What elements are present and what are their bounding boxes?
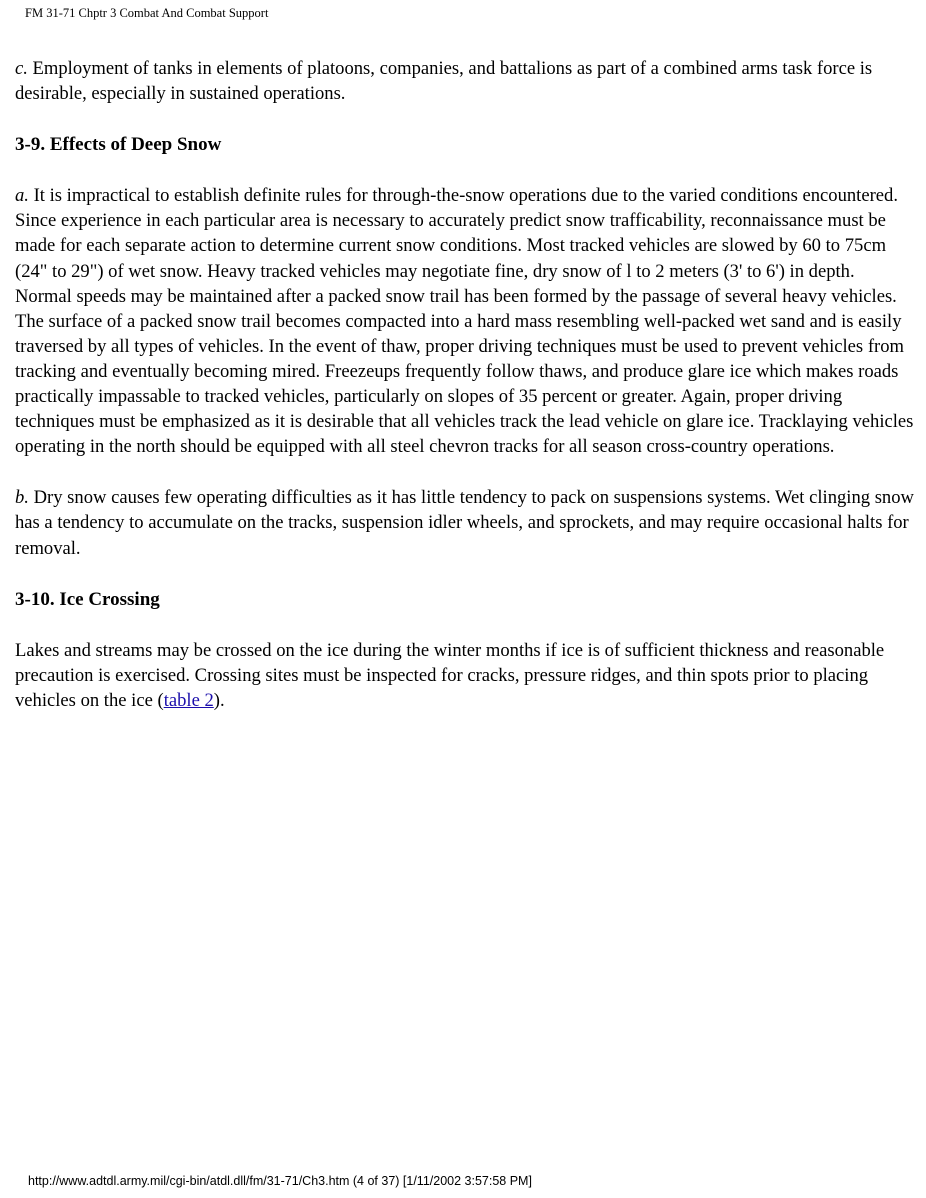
paragraph-3-10-text-after: ). — [213, 689, 225, 711]
document-body — [15, 56, 915, 739]
paragraph-3-9-b-lead: b. — [15, 487, 29, 509]
table-2-link[interactable]: table 2 — [163, 689, 214, 711]
paragraph-3-9-b-text: Dry snow causes few operating difficulties as it has little tendency to pack on suspensions systems. Wet clinging snow has a tendency to accumulate on the tracks, suspension idler wheels, and sprockets, and may require occasional halts for removal. — [15, 487, 914, 559]
paragraph-c — [15, 56, 915, 106]
paragraph-3-10 — [15, 638, 915, 713]
paragraph-c-lead: c. — [15, 58, 28, 79]
paragraph-3-10-text-before: Lakes and streams may be crossed on the ice during the winter months if ice is of sufficient thickness and reasonable precaution is exercised. Crossing sites must be inspected for cracks, pressure ridges, and thin spots prior to placing vehicles on the ice ( — [15, 639, 885, 711]
page-header: FM 31-71 Chptr 3 Combat And Combat Support — [25, 6, 269, 20]
paragraph-3-9-a-lead: a. — [15, 185, 29, 207]
paragraph-3-9-a — [15, 183, 915, 459]
section-3-9-heading: 3-9. Effects of Deep Snow — [15, 134, 222, 156]
section-3-10-heading: 3-10. Ice Crossing — [15, 588, 160, 610]
page-footer-url: http://www.adtdl.army.mil/cgi-bin/atdl.dll/fm/31-71/Ch3.htm (4 of 37) [1/11/2002 3:57:58 PM] — [28, 1174, 532, 1188]
paragraph-c-text: Employment of tanks in elements of platoons, companies, and battalions as part of a combined arms task force is desirable, especially in sustained operations. — [15, 58, 873, 105]
paragraph-3-9-a-text: It is impractical to establish definite rules for through-the-snow operations due to the varied conditions encountered. Since experience in each particular area is necessary to accurately predict snow trafficability, reconnaissance must be made for each separate action to determine current snow conditions. Most tracked vehicles are slowed by 60 to 75cm (24" to 29") of wet snow. Heavy tracked vehicles may negotiate fine, dry snow of l to 2 meters (3' to 6') in depth. Normal speeds may be maintained after a packed snow trail has been formed by the passage of several heavy vehicles. The surface of a packed snow trail becomes compacted into a hard mass resembling well-packed wet sand and is easily traversed by all types of vehicles. In the event of thaw, proper driving techniques must be used to prevent vehicles from tracking and eventually becoming mired. Freezeups frequently follow thaws, and produce glare ice which makes roads practically impassable to tracked vehicles, particularly on slopes of 35 percent or greater. Again, proper driving techniques must be emphasized as it is desirable that all vehicles track the lead vehicle on glare ice. Tracklaying vehicles operating in the north should be equipped with all steel chevron tracks for all season cross-country operations. — [15, 185, 914, 458]
paragraph-3-9-b — [15, 485, 915, 560]
